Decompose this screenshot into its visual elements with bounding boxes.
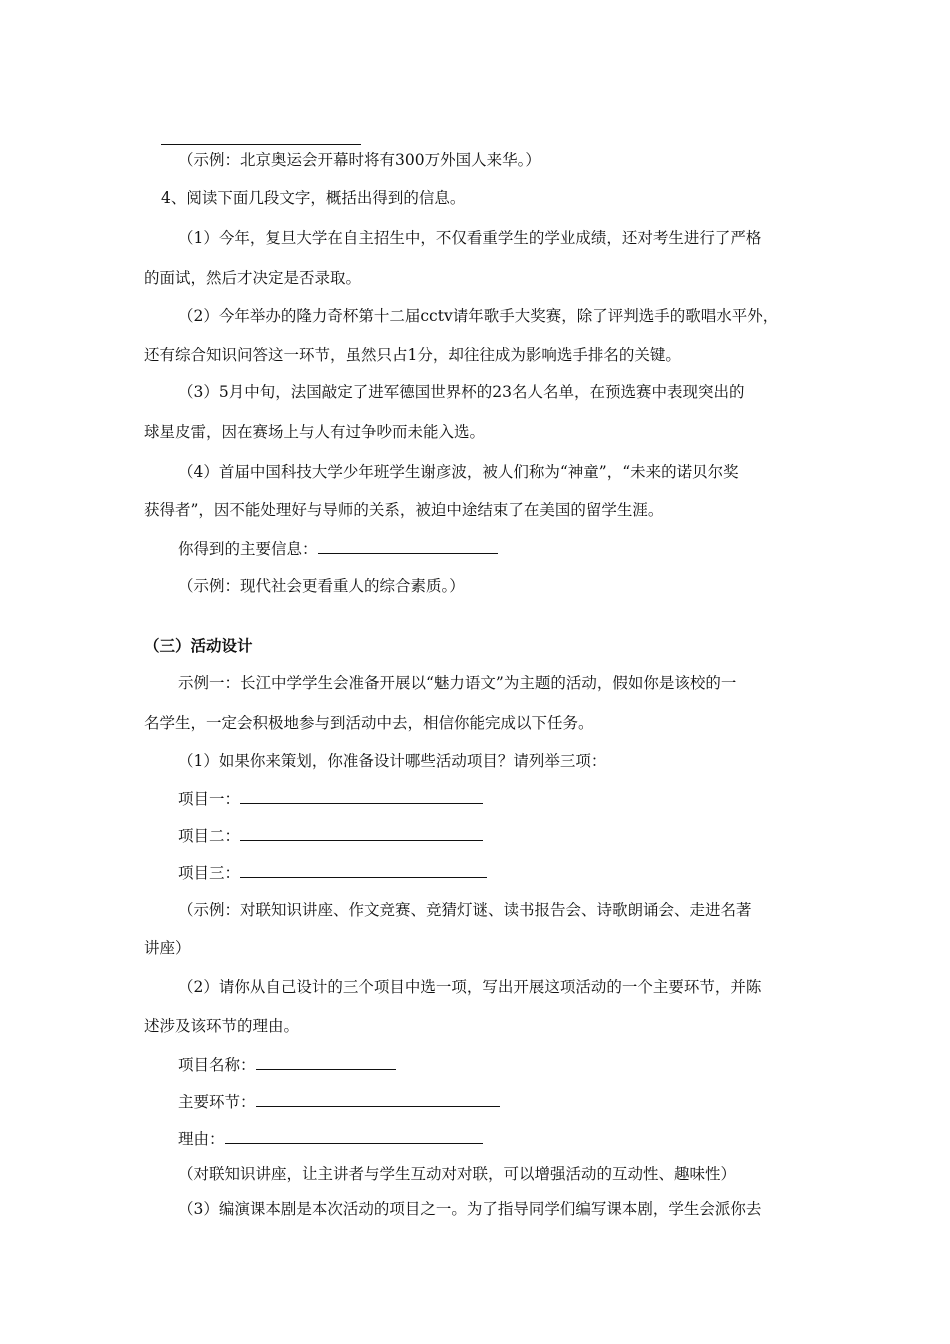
paragraph-2-line-2: 还有综合知识问答这一环节，虽然只占1分，却往往成为影响选手排名的关键。 — [144, 346, 681, 364]
paragraph-4-line-2: 获得者”，因不能处理好与导师的关系，被迫中途结束了在美国的留学生涯。 — [144, 501, 664, 519]
example-one-line-1: 示例一：长江中学学生会准备开展以“魅力语文”为主题的活动，假如你是该校的一 — [178, 674, 737, 692]
project-name-label: 项目名称： — [178, 1056, 256, 1074]
project-three-blank[interactable] — [240, 862, 487, 878]
reason-blank[interactable] — [225, 1128, 483, 1144]
paragraph-3-line-1: （3）5月中旬，法国敲定了进军德国世界杯的23名人名单，在预选赛中表现突出的 — [178, 383, 745, 401]
paragraph-1-line-2: 的面试，然后才决定是否录取。 — [144, 269, 362, 287]
example-line-3-part-1: （示例：对联知识讲座、作文竞赛、竞猜灯谜、读书报告会、诗歌朗诵会、走进名著 — [178, 901, 752, 919]
main-info-blank[interactable] — [318, 538, 498, 554]
main-step-row — [178, 1091, 500, 1112]
reason-label: 理由： — [178, 1130, 225, 1148]
project-two-blank[interactable] — [240, 825, 483, 841]
project-two-row — [178, 825, 483, 846]
answer-blank-top[interactable] — [161, 144, 361, 145]
project-two-label: 项目二： — [178, 827, 241, 845]
paragraph-4-line-1: （4）首届中国科技大学少年班学生谢彦波，被人们称为“神童”，“未来的诺贝尔奖 — [178, 463, 739, 481]
question-4-title: 4、阅读下面几段文字，概括出得到的信息。 — [161, 189, 466, 207]
project-name-blank[interactable] — [256, 1054, 396, 1070]
task-1-prompt: （1）如果你来策划，你准备设计哪些活动项目？请列举三项： — [178, 752, 607, 770]
reason-row — [178, 1128, 483, 1149]
project-name-row — [178, 1054, 396, 1075]
paragraph-2-line-1: （2）今年举办的隆力奇杯第十二届cctv请年歌手大奖赛，除了评判选手的歌唱水平外， — [178, 307, 779, 325]
project-one-row — [178, 788, 483, 809]
example-line-2: （示例：现代社会更看重人的综合素质。） — [178, 577, 465, 595]
task-3-line-1: （3）编演课本剧是本次活动的项目之一。为了指导同学们编写课本剧，学生会派你去 — [178, 1200, 762, 1218]
example-line-3-part-2: 讲座） — [144, 939, 191, 957]
project-three-label: 项目三： — [178, 864, 241, 882]
example-line-4: （对联知识讲座，让主讲者与学生互动对对联，可以增强活动的互动性、趣味性） — [178, 1165, 737, 1183]
task-2-line-2: 述涉及该环节的理由。 — [144, 1017, 300, 1035]
paragraph-1-line-1: （1）今年，复旦大学在自主招生中，不仅看重学生的学业成绩，还对考生进行了严格 — [178, 229, 762, 247]
example-line-1: （示例：北京奥运会开幕时将有300万外国人来华。） — [178, 151, 541, 169]
main-step-label: 主要环节： — [178, 1093, 256, 1111]
task-2-line-1: （2）请你从自己设计的三个项目中选一项，写出开展这项活动的一个主要环节，并陈 — [178, 978, 762, 996]
section-heading: （三）活动设计 — [144, 636, 253, 655]
example-one-line-2: 名学生，一定会积极地参与到活动中去，相信你能完成以下任务。 — [144, 714, 594, 732]
project-three-row — [178, 862, 487, 883]
paragraph-3-line-2: 球星皮雷，因在赛场上与人有过争吵而未能入选。 — [144, 423, 486, 441]
main-step-blank[interactable] — [256, 1091, 500, 1107]
main-info-label: 你得到的主要信息： — [178, 540, 318, 558]
project-one-label: 项目一： — [178, 790, 241, 808]
main-info-prompt — [178, 538, 498, 559]
project-one-blank[interactable] — [240, 788, 483, 804]
